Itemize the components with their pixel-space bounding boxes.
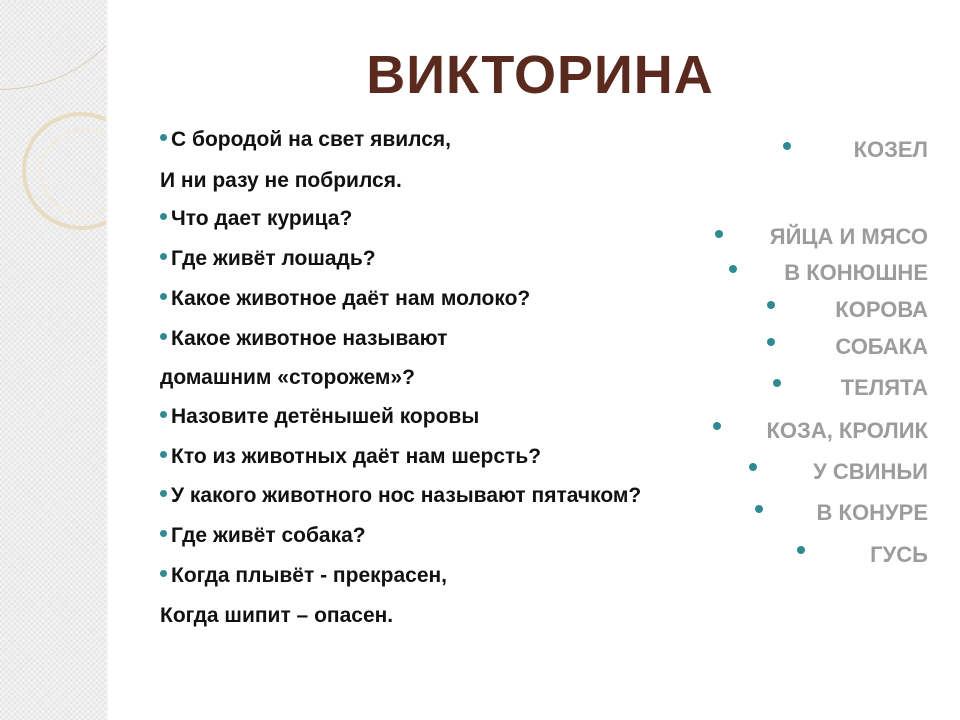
question-item xyxy=(160,327,447,351)
question-text: Какое животное называют xyxy=(171,327,448,350)
answer-item: ГУСЬ xyxy=(870,542,928,567)
bullet-icon xyxy=(755,505,763,513)
question-text: Кто из животных даёт нам шерсть? xyxy=(171,445,542,468)
question-text: Где живёт лошадь? xyxy=(171,247,376,270)
bullet-icon xyxy=(160,333,167,340)
bullet-icon xyxy=(797,546,805,554)
question-item xyxy=(160,366,415,390)
question-item xyxy=(160,169,402,193)
answer-item: ЯЙЦА И МЯСО xyxy=(769,224,928,249)
question-item xyxy=(160,524,366,548)
answer-item: КОЗЕЛ xyxy=(853,137,928,162)
question-item xyxy=(160,128,451,152)
bullet-icon xyxy=(767,301,775,309)
bullet-icon xyxy=(160,411,167,418)
question-item xyxy=(160,207,352,231)
question-text: Где живёт собака? xyxy=(171,524,366,547)
bullet-icon xyxy=(783,142,791,150)
question-text: Назовите детёнышей коровы xyxy=(171,405,480,428)
question-item xyxy=(160,484,641,508)
answer-item: ТЕЛЯТА xyxy=(840,375,928,400)
question-text: Что дает курица? xyxy=(171,207,353,230)
answer-item: В КОНУРЕ xyxy=(816,500,928,525)
question-item xyxy=(160,445,541,469)
bullet-icon xyxy=(749,463,757,471)
question-text: Когда плывёт - прекрасен, xyxy=(171,564,448,587)
question-item xyxy=(160,564,447,588)
bullet-icon xyxy=(160,451,167,458)
bullet-icon xyxy=(160,490,167,497)
question-text: домашним «сторожем»? xyxy=(160,366,415,389)
bullet-icon xyxy=(160,253,167,260)
question-text: С бородой на свет явился, xyxy=(171,128,452,151)
decorative-side-panel xyxy=(0,0,106,720)
question-item xyxy=(160,405,479,429)
question-item xyxy=(160,247,376,271)
question-text: И ни разу не побрился. xyxy=(160,169,402,192)
bullet-icon xyxy=(160,134,167,141)
question-text: Когда шипит – опасен. xyxy=(160,604,394,627)
question-text: У какого животного нос называют пятачком? xyxy=(171,484,642,507)
answer-item: КОЗА, КРОЛИК xyxy=(766,418,928,443)
side-panel-edge xyxy=(106,0,108,720)
question-item xyxy=(160,604,393,628)
bullet-icon xyxy=(160,530,167,537)
bullet-icon xyxy=(160,213,167,220)
answer-item: У СВИНЬИ xyxy=(813,459,928,484)
question-text: Какое животное даёт нам молоко? xyxy=(171,287,531,310)
bullet-icon xyxy=(160,570,167,577)
bullet-icon xyxy=(773,379,781,387)
bullet-icon xyxy=(729,265,737,273)
bullet-icon xyxy=(767,338,775,346)
bullet-icon xyxy=(715,230,723,238)
bullet-icon xyxy=(713,422,721,430)
bullet-icon xyxy=(160,293,167,300)
answer-item: КОРОВА xyxy=(835,297,928,322)
answer-item: СОБАКА xyxy=(835,334,928,359)
slide-title: ВИКТОРИНА xyxy=(366,45,714,105)
answer-item: В КОНЮШНЕ xyxy=(784,260,928,285)
decorative-ring-large xyxy=(0,0,106,90)
question-item xyxy=(160,287,530,311)
